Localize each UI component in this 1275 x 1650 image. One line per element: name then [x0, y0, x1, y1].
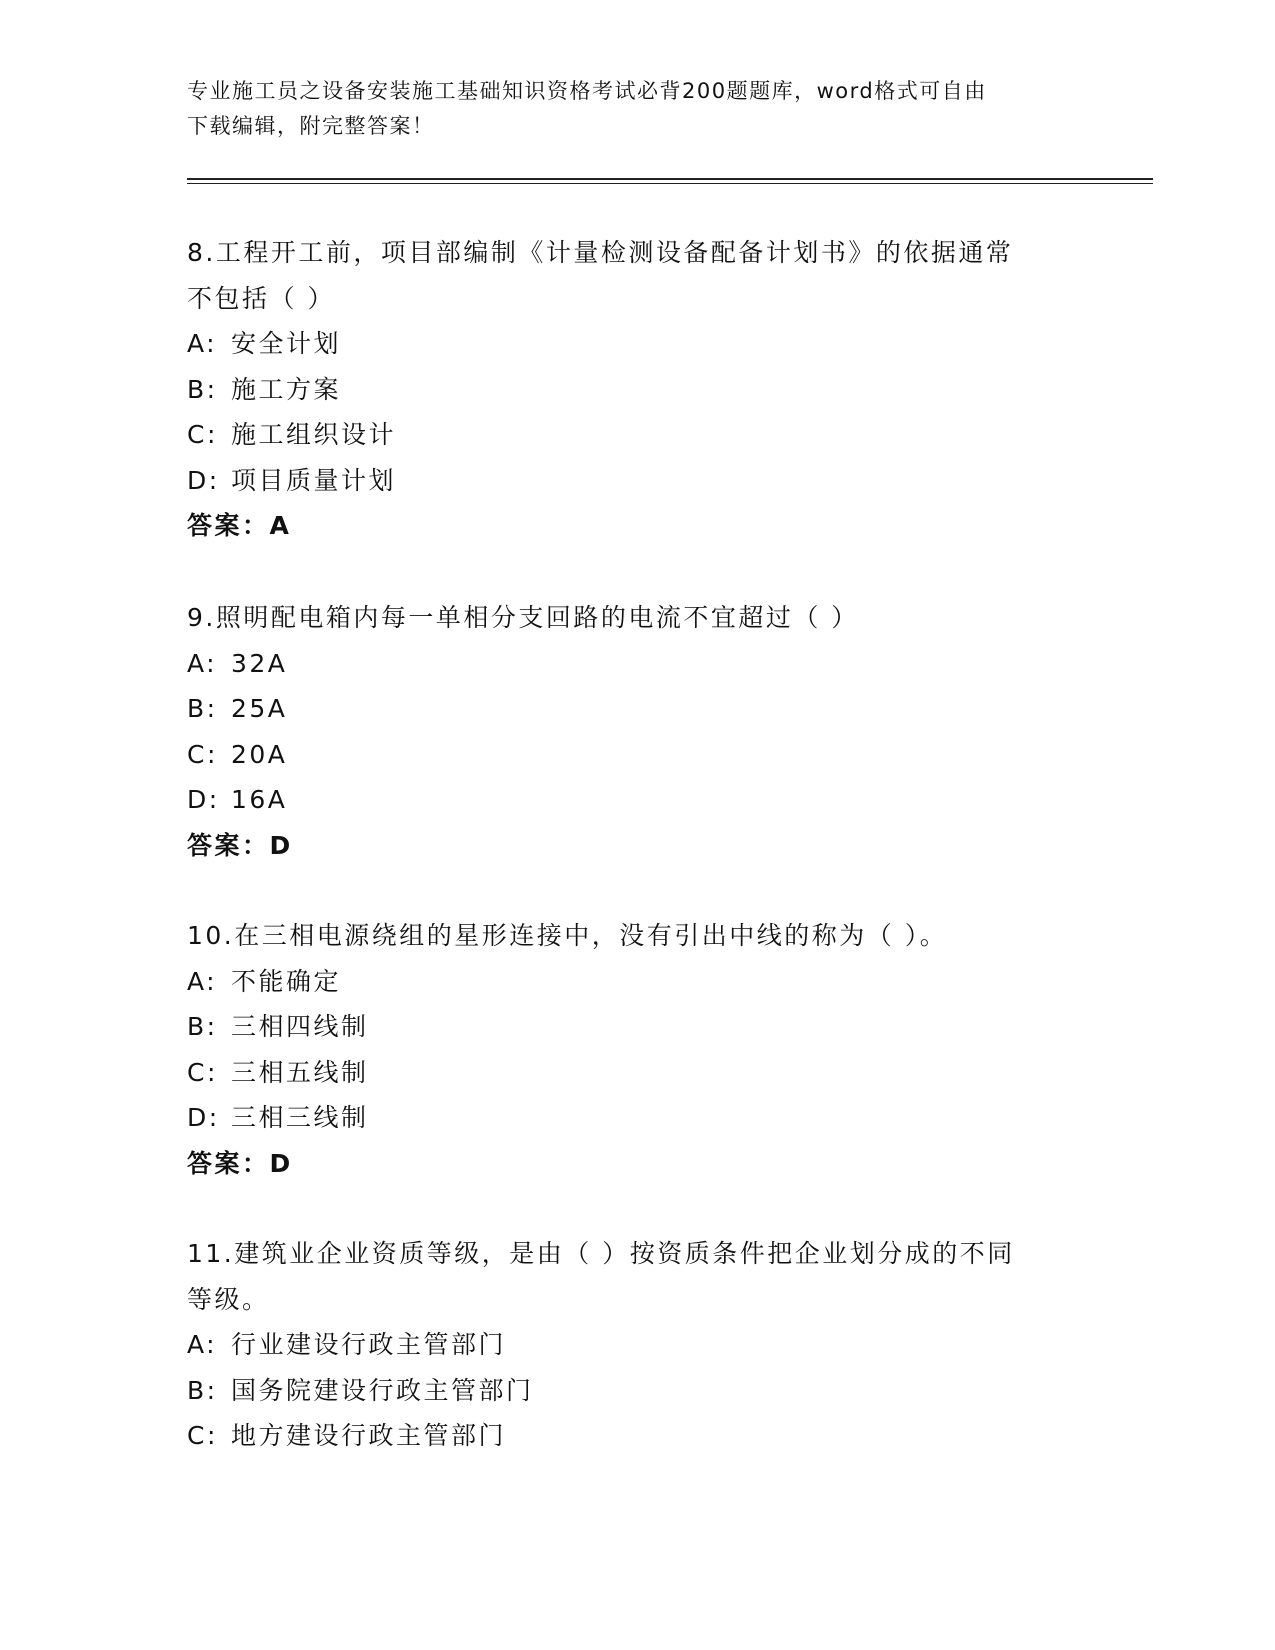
question-stem-line: 11.建筑业企业资质等级，是由（ ）按资质条件把企业划分成的不同: [187, 1239, 1015, 1268]
option-letter: C:: [187, 739, 218, 769]
option-c: [187, 732, 1067, 778]
option-letter: D:: [187, 1103, 220, 1132]
option-letter: A:: [187, 966, 218, 996]
option-c: [187, 412, 1067, 458]
option-c: [187, 1413, 1067, 1459]
answer-label: 答案：: [187, 830, 270, 860]
option-letter: B:: [187, 694, 218, 723]
option-b: [187, 367, 1067, 413]
option-d: [187, 458, 1067, 504]
option-text: 三相五线制: [231, 1057, 369, 1087]
header-line-1: 专业施工员之设备安装施工基础知识资格考试必背200题题库，word格式可自由: [187, 79, 987, 103]
question-8: [187, 230, 1067, 549]
option-a: [187, 641, 1067, 687]
answer-label: 答案：: [187, 511, 270, 540]
option-letter: B:: [187, 1012, 218, 1041]
answer-line: [187, 503, 1067, 549]
option-letter: A:: [187, 648, 218, 678]
option-text: 施工组织设计: [231, 420, 397, 449]
option-letter: B:: [187, 1375, 218, 1405]
question-stem-line: 8.工程开工前，项目部编制《计量检测设备配备计划书》的依据通常: [187, 238, 1014, 267]
option-letter: B:: [187, 374, 218, 404]
document-header: [187, 74, 1067, 144]
option-b: [187, 686, 1067, 732]
option-text: 地方建设行政主管部门: [231, 1421, 507, 1450]
header-rule-thick: [187, 178, 1153, 180]
option-letter: C:: [187, 1057, 218, 1087]
option-letter: A:: [187, 1330, 218, 1359]
option-letter: C:: [187, 420, 218, 449]
option-text: 三相三线制: [231, 1103, 369, 1132]
question-stem-line: 9.照明配电箱内每一单相分支回路的电流不宜超过（ ）: [187, 603, 859, 632]
option-letter: D:: [187, 785, 220, 814]
option-text: 不能确定: [231, 966, 342, 996]
option-a: [187, 321, 1067, 367]
answer-value: A: [269, 511, 292, 540]
option-c: [187, 1050, 1067, 1096]
option-a: [187, 959, 1067, 1005]
question-11: [187, 1231, 1067, 1459]
question-stem-line: 等级。: [187, 1284, 270, 1314]
answer-label: 答案：: [187, 1148, 270, 1178]
answer-line: [187, 823, 1067, 869]
option-text: 国务院建设行政主管部门: [231, 1375, 534, 1405]
header-rule-thin: [187, 183, 1153, 184]
option-text: 25A: [231, 694, 288, 723]
option-text: 32A: [231, 648, 288, 678]
answer-line: [187, 1141, 1067, 1187]
option-b: [187, 1368, 1067, 1414]
option-a: [187, 1322, 1067, 1368]
option-text: 施工方案: [231, 374, 342, 404]
answer-value: D: [269, 1148, 293, 1178]
option-letter: C:: [187, 1421, 218, 1450]
option-text: 项目质量计划: [231, 465, 397, 495]
option-text: 16A: [231, 785, 288, 814]
option-b: [187, 1004, 1067, 1050]
question-9: [187, 595, 1067, 868]
question-10: [187, 913, 1067, 1186]
option-text: 20A: [231, 739, 288, 769]
option-text: 三相四线制: [231, 1012, 369, 1041]
option-d: [187, 777, 1067, 823]
question-stem-line: 10.在三相电源绕组的星形连接中，没有引出中线的称为（ ）。: [187, 921, 948, 950]
option-d: [187, 1095, 1067, 1141]
answer-value: D: [269, 830, 293, 860]
option-text: 安全计划: [231, 329, 342, 358]
header-line-2: 下载编辑，附完整答案！: [187, 114, 435, 138]
option-text: 行业建设行政主管部门: [231, 1330, 507, 1359]
question-stem-line: 不包括（ ）: [187, 283, 335, 313]
option-letter: A:: [187, 329, 218, 358]
option-letter: D:: [187, 465, 220, 495]
